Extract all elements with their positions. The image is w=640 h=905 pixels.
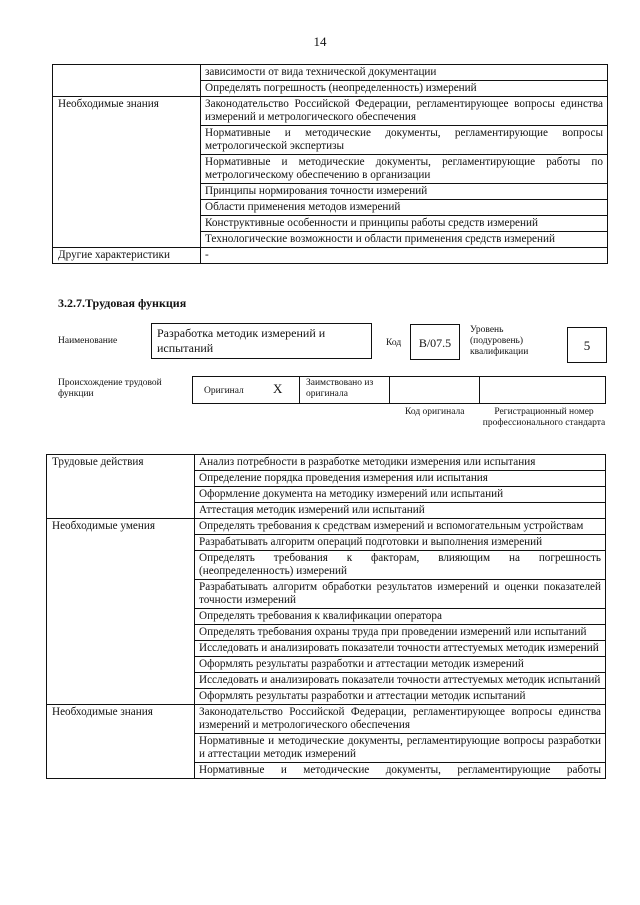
list-item: Исследовать и анализировать показатели точности аттестуемых методик измерений <box>195 641 606 657</box>
list-item: Определять требования к квалификации оператора <box>195 609 606 625</box>
level-value: 5 <box>567 327 607 363</box>
table-row <box>47 455 606 471</box>
original-label: Оригинал <box>204 386 244 396</box>
row-label: Необходимые знания <box>53 97 201 248</box>
list-item: Оформление документа на методику измерений или испытаний <box>195 487 606 503</box>
knowledge-table-top <box>52 64 608 264</box>
reg-number-label: Регистрационный номер профессионального стандарта <box>482 407 606 428</box>
list-item: Анализ потребности в разработке методики измерения или испытания <box>195 455 606 471</box>
list-item: Определять требования к факторам, влияющим на погрешность (неопределенность) измерений <box>195 551 606 580</box>
list-item: зависимости от вида технической документации <box>201 65 608 81</box>
table-row <box>53 65 608 81</box>
divider <box>299 377 300 403</box>
list-item: Разрабатывать алгоритм операций подготовки и выполнения измерений <box>195 535 606 551</box>
list-item: Определять требования к средствам измерений и вспомогательным устройствам <box>195 519 606 535</box>
list-item: Нормативные и методические документы, регламентирующие вопросы разработки и аттестации методик измерений <box>195 734 606 763</box>
list-item: Оформлять результаты разработки и аттестации методик испытаний <box>195 689 606 705</box>
list-item: Нормативные и методические документы, регламентирующие работы по метрологическому обеспечению в организации <box>201 155 608 184</box>
name-value: Разработка методик измерений и испытаний <box>151 323 372 359</box>
table-row <box>53 248 608 264</box>
list-item: Разрабатывать алгоритм обработки результатов измерений и оценки показателей точности измерений <box>195 580 606 609</box>
row-label: Необходимые умения <box>47 519 195 705</box>
borrowed-label: Заимствовано из оригинала <box>306 378 374 399</box>
row-label: Трудовые действия <box>47 455 195 519</box>
origin-row <box>192 376 606 404</box>
list-item: Определение порядка проведения измерения или испытания <box>195 471 606 487</box>
row-label <box>53 65 201 97</box>
table-row <box>47 519 606 535</box>
list-item: Технологические возможности и области применения средств измерений <box>201 232 608 248</box>
list-item: Принципы нормирования точности измерений <box>201 184 608 200</box>
list-item: - <box>201 248 608 264</box>
section-title: 3.2.7.Трудовая функция <box>58 296 187 310</box>
code-label: Код <box>386 338 402 348</box>
list-item: Определять требования охраны труда при проведении измерений или испытаний <box>195 625 606 641</box>
function-table <box>46 454 606 779</box>
code-original-label: Код оригинала <box>405 407 465 417</box>
list-item: Аттестация методик измерений или испытаний <box>195 503 606 519</box>
list-item: Нормативные и методические документы, регламентирующие работы <box>195 763 606 779</box>
list-item: Законодательство Российской Федерации, регламентирующее вопросы единства измерений и метрологического обеспечения <box>201 97 608 126</box>
page-number: 14 <box>313 34 327 49</box>
original-mark: X <box>273 381 283 396</box>
list-item: Определять погрешность (неопределенность) измерений <box>201 81 608 97</box>
list-item: Области применения методов измерений <box>201 200 608 216</box>
list-item: Конструктивные особенности и принципы работы средств измерений <box>201 216 608 232</box>
table-row <box>47 705 606 734</box>
list-item: Законодательство Российской Федерации, регламентирующее вопросы единства измерений и метрологического обеспечения <box>195 705 606 734</box>
divider <box>479 377 480 403</box>
list-item: Исследовать и анализировать показатели точности аттестуемых методик испытаний <box>195 673 606 689</box>
level-label: Уровень (подуровень) квалификации <box>470 325 529 357</box>
list-item: Оформлять результаты разработки и аттестации методик измерений <box>195 657 606 673</box>
table-row <box>53 97 608 126</box>
origin-label: Происхождение трудовой функции <box>58 378 162 399</box>
code-value: B/07.5 <box>410 324 460 360</box>
row-label: Другие характеристики <box>53 248 201 264</box>
row-label: Необходимые знания <box>47 705 195 779</box>
list-item: Нормативные и методические документы, регламентирующие вопросы метрологической экспертизы <box>201 126 608 155</box>
name-label: Наименование <box>58 336 118 346</box>
